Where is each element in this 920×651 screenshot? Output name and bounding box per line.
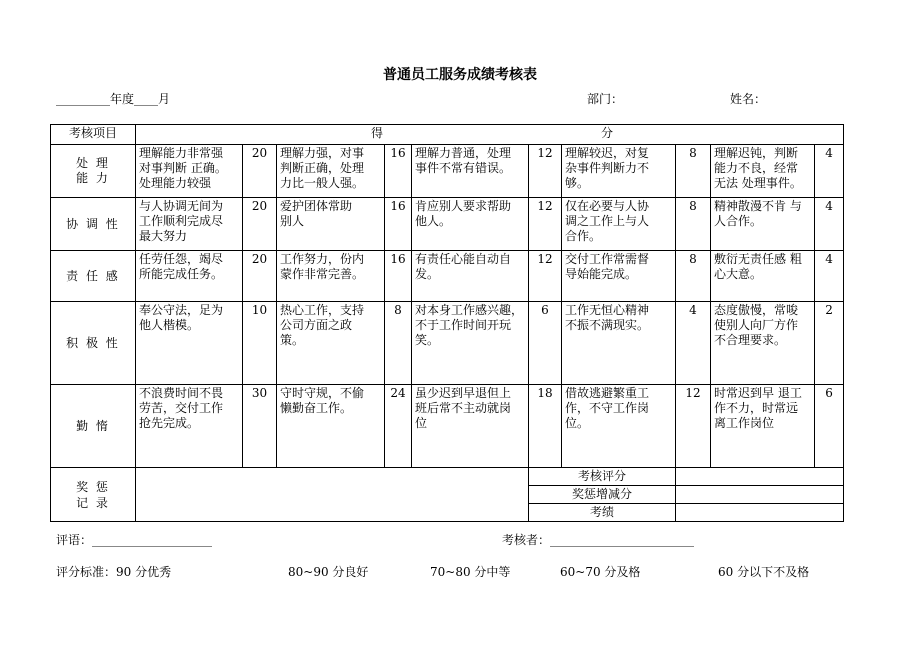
criteria-text: 爱护团体常助 别人 bbox=[277, 198, 385, 251]
criteria-score: 6 bbox=[815, 385, 844, 468]
page-title: 普通员工服务成绩考核表 bbox=[383, 67, 537, 83]
table-row bbox=[51, 198, 844, 251]
criteria-text: 有责任心能自动自 发。 bbox=[412, 251, 529, 302]
criteria-score: 20 bbox=[243, 198, 277, 251]
criteria-text: 对本身工作感兴趣， 不于工作时间开玩 笑。 bbox=[412, 302, 529, 385]
score-header-right: 分 bbox=[601, 126, 614, 140]
criteria-text: 虽少迟到早退但上 班后常不主动就岗 位 bbox=[412, 385, 529, 468]
criteria-text: 精神散漫不肯 与 人合作。 bbox=[711, 198, 815, 251]
criteria-score: 30 bbox=[243, 385, 277, 468]
col-header-score bbox=[136, 125, 844, 145]
row-label: 积 极 性 bbox=[51, 302, 136, 385]
criteria-score: 10 bbox=[243, 302, 277, 385]
standard-medium: 70~80 分中等 bbox=[430, 565, 511, 579]
criteria-text: 理解能力非常强 对事判断 正确。 处理能力较强 bbox=[136, 145, 243, 198]
col-header-item: 考核项目 bbox=[51, 125, 136, 145]
table-row bbox=[51, 302, 844, 385]
criteria-text: 理解力普通，处理 事件不常有错误。 bbox=[412, 145, 529, 198]
criteria-text: 热心工作，支持 公司方面之政 策。 bbox=[277, 302, 385, 385]
criteria-text: 奉公守法，足为 他人楷模。 bbox=[136, 302, 243, 385]
criteria-score: 16 bbox=[385, 251, 412, 302]
reward-record-input[interactable] bbox=[136, 468, 529, 522]
row-label: 协 调 性 bbox=[51, 198, 136, 251]
criteria-score: 12 bbox=[529, 198, 562, 251]
criteria-text: 理解迟钝，判断 能力不良，经常 无法 处理事件。 bbox=[711, 145, 815, 198]
summary-label-result: 考绩 bbox=[529, 504, 676, 522]
table-header-row bbox=[51, 125, 844, 145]
criteria-text: 时常迟到早 退工 作不力，时常远 离工作岗位 bbox=[711, 385, 815, 468]
criteria-score: 2 bbox=[815, 302, 844, 385]
criteria-score: 18 bbox=[529, 385, 562, 468]
summary-adjust-input[interactable] bbox=[676, 486, 844, 504]
row-label: 处 理 能 力 bbox=[51, 145, 136, 198]
standard-fail: 60 分以下不及格 bbox=[718, 565, 810, 579]
criteria-score: 8 bbox=[676, 251, 711, 302]
criteria-text: 工作努力，份内 蒙作非常完善。 bbox=[277, 251, 385, 302]
reward-record-label: 奖 惩 记 录 bbox=[51, 468, 136, 522]
table-row bbox=[51, 251, 844, 302]
summary-label-adjust: 奖惩增减分 bbox=[529, 486, 676, 504]
summary-label-score: 考核评分 bbox=[529, 468, 676, 486]
summary-score-input[interactable] bbox=[676, 468, 844, 486]
criteria-text: 工作无恒心精神 不振不满现实。 bbox=[562, 302, 676, 385]
criteria-score: 24 bbox=[385, 385, 412, 468]
criteria-text: 任劳任怨，竭尽 所能完成任务。 bbox=[136, 251, 243, 302]
criteria-text: 理解较迟，对复 杂事件判断力不 够。 bbox=[562, 145, 676, 198]
comment-field[interactable]: 评语：____________________ bbox=[56, 533, 213, 547]
table-row bbox=[51, 385, 844, 468]
row-label: 勤 惰 bbox=[51, 385, 136, 468]
standard-good: 80~90 分良好 bbox=[288, 565, 369, 579]
criteria-text: 与人协调无间为 工作顺利完成尽 最大努力 bbox=[136, 198, 243, 251]
reward-row bbox=[51, 468, 844, 486]
name-label: 姓名： bbox=[730, 92, 767, 106]
evaluation-table bbox=[50, 124, 844, 522]
criteria-score: 4 bbox=[815, 198, 844, 251]
criteria-score: 8 bbox=[676, 198, 711, 251]
criteria-text: 守时守规，不偷 懒勤奋工作。 bbox=[277, 385, 385, 468]
criteria-score: 8 bbox=[385, 302, 412, 385]
department-label: 部门： bbox=[587, 92, 624, 106]
criteria-score: 12 bbox=[676, 385, 711, 468]
criteria-score: 12 bbox=[529, 251, 562, 302]
criteria-score: 20 bbox=[243, 145, 277, 198]
criteria-text: 肯应别人要求帮助 他人。 bbox=[412, 198, 529, 251]
criteria-text: 态度傲慢，常唆 使别人向厂方作 不合理要求。 bbox=[711, 302, 815, 385]
criteria-score: 4 bbox=[815, 145, 844, 198]
criteria-score: 4 bbox=[676, 302, 711, 385]
table-row bbox=[51, 145, 844, 198]
criteria-score: 8 bbox=[676, 145, 711, 198]
criteria-score: 6 bbox=[529, 302, 562, 385]
standard-pass: 60~70 分及格 bbox=[560, 565, 641, 579]
criteria-score: 16 bbox=[385, 145, 412, 198]
score-header-left: 得 bbox=[371, 126, 384, 140]
criteria-text: 理解力强，对事 判断正确，处理 力比一般人强。 bbox=[277, 145, 385, 198]
criteria-score: 16 bbox=[385, 198, 412, 251]
year-month-field[interactable]: _________年度____月 bbox=[56, 92, 171, 106]
criteria-text: 仅在必要与人协 调之工作上与人 合作。 bbox=[562, 198, 676, 251]
criteria-score: 20 bbox=[243, 251, 277, 302]
standard-excellent: 评分标准：90 分优秀 bbox=[56, 565, 172, 579]
criteria-text: 借故逃避繁重工 作，不守工作岗 位。 bbox=[562, 385, 676, 468]
reviewer-field[interactable]: 考核者：________________________ bbox=[502, 533, 695, 547]
criteria-score: 4 bbox=[815, 251, 844, 302]
criteria-text: 交付工作常需督 导始能完成。 bbox=[562, 251, 676, 302]
criteria-score: 12 bbox=[529, 145, 562, 198]
summary-result-input[interactable] bbox=[676, 504, 844, 522]
row-label: 责 任 感 bbox=[51, 251, 136, 302]
criteria-text: 敷衍无责任感 粗 心大意。 bbox=[711, 251, 815, 302]
criteria-text: 不浪费时间不畏 劳苦，交付工作 抢先完成。 bbox=[136, 385, 243, 468]
